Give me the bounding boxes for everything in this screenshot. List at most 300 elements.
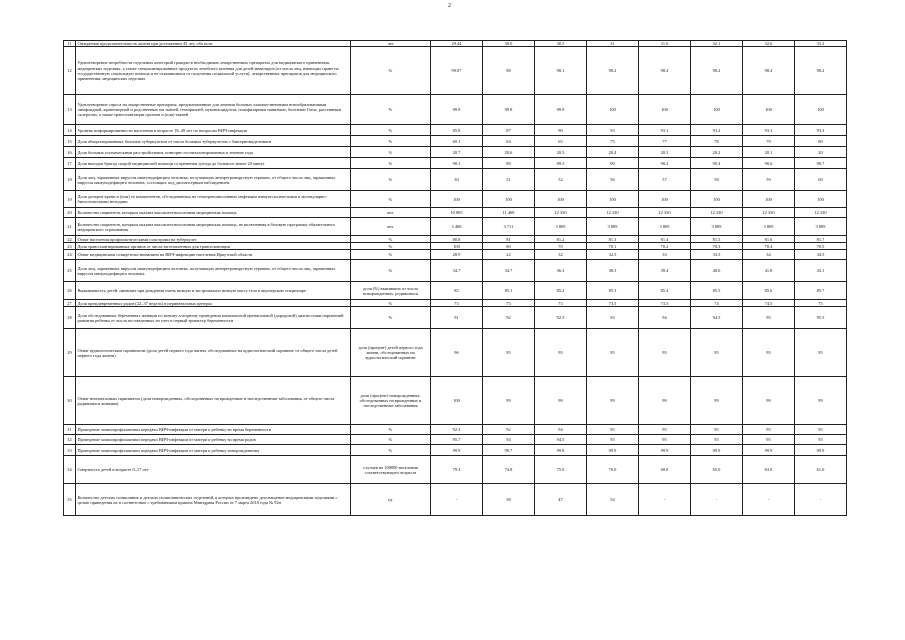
value-cell: 95 bbox=[691, 329, 743, 377]
unit-of-measure: % bbox=[351, 169, 431, 191]
table-row bbox=[64, 236, 847, 243]
value-cell: 41.8 bbox=[743, 260, 795, 282]
value-cell: 57 bbox=[639, 169, 691, 191]
row-number: 24 bbox=[64, 250, 76, 260]
table-row bbox=[64, 260, 847, 282]
value-cell: 89 bbox=[483, 158, 535, 169]
unit-of-measure: % bbox=[351, 243, 431, 250]
row-number: 21 bbox=[64, 218, 76, 236]
table-body bbox=[64, 41, 847, 516]
row-number: 17 bbox=[64, 158, 76, 169]
indicator-name: Удовлетворение потребности отдельных категорий граждан в необходимых лекарственных препаратах для медицинского применения, медицинских изделиях, а также специализированных продуктах лечебного питания для детей-инвалидов (от числа лиц, имеющих право на государственную социальную помощь и не отказавшихся от получения социальной услуги), лекарственных препаратов для медицинского применения, медицинских изделиях bbox=[76, 47, 351, 95]
value-cell: 100 bbox=[483, 191, 535, 208]
table-row bbox=[64, 300, 847, 307]
value-cell: 80 bbox=[483, 243, 535, 250]
value-cell: 100 bbox=[431, 377, 483, 425]
value-cell: 32.5 bbox=[587, 250, 639, 260]
value-cell: 3 809 bbox=[587, 218, 639, 236]
row-number: 27 bbox=[64, 300, 76, 307]
value-cell: - bbox=[691, 484, 743, 516]
value-cell: 70.3 bbox=[691, 243, 743, 250]
value-cell: 94 bbox=[535, 425, 587, 435]
value-cell: 98.2 bbox=[795, 47, 847, 95]
indicator-name: Доля лиц, зараженных вирусом иммунодефицита человека, получающих антиретровирусную терапию, от общего числа лиц, зараженных вирусом иммунодефицита человека, состоящих под диспансерным наблюдением bbox=[76, 169, 351, 191]
value-cell: 99 bbox=[795, 377, 847, 425]
value-cell: 93.1 bbox=[639, 125, 691, 136]
row-number: 29 bbox=[64, 329, 76, 377]
value-cell: 65 bbox=[535, 136, 587, 147]
value-cell: 32.1 bbox=[691, 41, 743, 47]
value-cell: 40.6 bbox=[691, 260, 743, 282]
table-row bbox=[64, 282, 847, 300]
value-cell: 74 bbox=[691, 300, 743, 307]
value-cell: 22 bbox=[483, 250, 535, 260]
value-cell: 52 bbox=[535, 169, 587, 191]
value-cell: 30.0 bbox=[483, 41, 535, 47]
value-cell: 75 bbox=[587, 136, 639, 147]
indicator-name: Смертность детей в возрасте 0–17 лет bbox=[76, 456, 351, 484]
value-cell: 99.9 bbox=[743, 445, 795, 456]
value-cell: 95 bbox=[691, 435, 743, 445]
value-cell: 81.5 bbox=[691, 236, 743, 243]
value-cell: 34 bbox=[743, 250, 795, 260]
value-cell: 99.9 bbox=[431, 95, 483, 125]
value-cell: 3 809 bbox=[691, 218, 743, 236]
indicator-name: Доля доноров крови и (или) ее компонентов, обследованных на гемотрансмиссивные инфекции иммунологическими и молекулярно-биологическими методами bbox=[76, 191, 351, 208]
table-row bbox=[64, 377, 847, 425]
indicator-name: Доля трансплантированных органов от числа заготовленных для трансплантации bbox=[76, 243, 351, 250]
value-cell: 99.9 bbox=[795, 445, 847, 456]
value-cell: 95 bbox=[743, 425, 795, 435]
row-number: 25 bbox=[64, 260, 76, 282]
value-cell: 73.5 bbox=[587, 300, 639, 307]
indicator-name: Охват населения профилактическими осмотрами на туберкулез bbox=[76, 236, 351, 243]
value-cell: 90.4 bbox=[691, 158, 743, 169]
value-cell: 70.0 bbox=[587, 456, 639, 484]
value-cell: 56 bbox=[587, 169, 639, 191]
value-cell: 95.7 bbox=[431, 435, 483, 445]
value-cell: 12 330 bbox=[639, 208, 691, 218]
value-cell: 94 bbox=[483, 435, 535, 445]
indicators-table bbox=[63, 40, 847, 516]
row-number: 35 bbox=[64, 484, 76, 516]
value-cell: 99 bbox=[535, 377, 587, 425]
value-cell: 95 bbox=[743, 307, 795, 329]
table-row bbox=[64, 307, 847, 329]
value-cell: 98 bbox=[483, 47, 535, 95]
table-row bbox=[64, 208, 847, 218]
row-number: 15 bbox=[64, 136, 76, 147]
value-cell: 100 bbox=[691, 191, 743, 208]
indicator-name: Доля выездов бригад скорой медицинской помощи со временем доезда до больного менее 20 минут bbox=[76, 158, 351, 169]
value-cell: 33.5 bbox=[691, 250, 743, 260]
value-cell: 77 bbox=[639, 136, 691, 147]
value-cell: 20.1 bbox=[743, 147, 795, 158]
row-number: 16 bbox=[64, 147, 76, 158]
row-number: 11 bbox=[64, 41, 76, 47]
value-cell: 81.2 bbox=[535, 236, 587, 243]
value-cell: 34.7 bbox=[431, 260, 483, 282]
value-cell: 93.3 bbox=[743, 125, 795, 136]
row-number: 32 bbox=[64, 435, 76, 445]
unit-of-measure: % bbox=[351, 158, 431, 169]
value-cell: 58 bbox=[691, 169, 743, 191]
indicator-name: Уровень информированности населения в возрасте 18–49 лет по вопросам ВИЧ-инфекции bbox=[76, 125, 351, 136]
value-cell: 95 bbox=[691, 425, 743, 435]
value-cell: 29.44 bbox=[431, 41, 483, 47]
value-cell: 64 bbox=[483, 136, 535, 147]
value-cell: 31 bbox=[587, 41, 639, 47]
value-cell: 96 bbox=[431, 329, 483, 377]
value-cell: - bbox=[639, 484, 691, 516]
value-cell: 90 bbox=[535, 125, 587, 136]
row-number: 33 bbox=[64, 445, 76, 456]
value-cell: 95.5 bbox=[795, 307, 847, 329]
value-cell: 74.8 bbox=[483, 456, 535, 484]
row-number: 26 bbox=[64, 282, 76, 300]
value-cell: 47 bbox=[535, 484, 587, 516]
value-cell: 75 bbox=[795, 300, 847, 307]
value-cell: 99.8 bbox=[535, 445, 587, 456]
value-cell: 85.3 bbox=[587, 282, 639, 300]
value-cell: 11 468 bbox=[483, 208, 535, 218]
value-cell: 99.8 bbox=[483, 95, 535, 125]
value-cell: 30.5 bbox=[535, 41, 587, 47]
value-cell: 10 005 bbox=[431, 208, 483, 218]
value-cell: 98.2 bbox=[639, 47, 691, 95]
value-cell: 95 bbox=[587, 425, 639, 435]
indicator-name: Выживаемость детей, имевших при рождении очень низкую и экстремально низкую массу тела в акушерском стационаре bbox=[76, 282, 351, 300]
value-cell: 70.2 bbox=[639, 243, 691, 250]
value-cell: 85.6 bbox=[743, 282, 795, 300]
value-cell: 33 bbox=[639, 250, 691, 260]
value-cell: 20.6 bbox=[483, 147, 535, 158]
value-cell: 28.9 bbox=[431, 250, 483, 260]
value-cell: 93.3 bbox=[795, 125, 847, 136]
value-cell: 100 bbox=[535, 191, 587, 208]
value-cell: 94 bbox=[639, 307, 691, 329]
value-cell: 99 bbox=[483, 377, 535, 425]
value-cell: 85.7 bbox=[795, 282, 847, 300]
unit-of-measure: случаев на 100000 населения соответствующего возраста bbox=[351, 456, 431, 484]
value-cell: 85 bbox=[431, 282, 483, 300]
value-cell: 85.2 bbox=[535, 282, 587, 300]
value-cell: 79.3 bbox=[431, 456, 483, 484]
value-cell: 99.9 bbox=[691, 445, 743, 456]
value-cell: 34.7 bbox=[483, 260, 535, 282]
unit-of-measure: доля (%) выживших от числа новорожденных, родившихся bbox=[351, 282, 431, 300]
indicator-name: Количество пациентов, которым оказана высокотехнологичная медицинская помощь, не включенная в базовую программу обязательного медицинского страхования bbox=[76, 218, 351, 236]
value-cell: 85.5 bbox=[691, 282, 743, 300]
value-cell: 99.7 bbox=[483, 445, 535, 456]
unit-of-measure: % bbox=[351, 300, 431, 307]
row-number: 20 bbox=[64, 208, 76, 218]
value-cell: 92.3 bbox=[431, 425, 483, 435]
unit-of-measure: чел. bbox=[351, 218, 431, 236]
indicator-name: Проведение химиопрофилактики передачи ВИЧ-инфекции от матери к ребенку во время беременности bbox=[76, 425, 351, 435]
value-cell: 95 bbox=[535, 329, 587, 377]
value-cell: 81 bbox=[483, 236, 535, 243]
unit-of-measure: % bbox=[351, 95, 431, 125]
value-cell: 100 bbox=[587, 95, 639, 125]
value-cell: 12 330 bbox=[795, 208, 847, 218]
value-cell: 70.1 bbox=[587, 243, 639, 250]
indicator-name: Доля обследованных беременных женщин по новому алгоритму проведения комплексной пренатальной (дородовой) диагностики нарушений развития ребенка от числа поставленных на учет в первый триместр беременности bbox=[76, 307, 351, 329]
value-cell: 90.1 bbox=[431, 158, 483, 169]
value-cell: 95 bbox=[483, 329, 535, 377]
value-cell: 32 bbox=[535, 250, 587, 260]
unit-of-measure: % bbox=[351, 260, 431, 282]
row-number: 18 bbox=[64, 169, 76, 191]
value-cell: 98.1 bbox=[535, 47, 587, 95]
table-row bbox=[64, 158, 847, 169]
unit-of-measure: % bbox=[351, 125, 431, 136]
value-cell: 70.4 bbox=[743, 243, 795, 250]
unit-of-measure: % bbox=[351, 435, 431, 445]
value-cell: 3 711 bbox=[483, 218, 535, 236]
value-cell: 90.7 bbox=[795, 158, 847, 169]
value-cell: 38 bbox=[483, 484, 535, 516]
unit-of-measure: лет bbox=[351, 41, 431, 47]
indicator-name: Количество детских поликлиник и детских поликлинических отделений, в которых произведено дооснащение медицинскими изделиями с целью приведения их в соответствие с требованиями приказа Минздрава России от 7 марта 2018 года № 92н bbox=[76, 484, 351, 516]
value-cell: 94.5 bbox=[691, 307, 743, 329]
value-cell: 81.4 bbox=[639, 236, 691, 243]
unit-of-measure: ед. bbox=[351, 484, 431, 516]
value-cell: 32.6 bbox=[743, 41, 795, 47]
value-cell: 100 bbox=[743, 95, 795, 125]
value-cell: 3 809 bbox=[639, 218, 691, 236]
value-cell: 73 bbox=[431, 300, 483, 307]
unit-of-measure: % bbox=[351, 425, 431, 435]
value-cell: 38.3 bbox=[587, 260, 639, 282]
value-cell: 3 809 bbox=[535, 218, 587, 236]
value-cell: 75.0 bbox=[535, 456, 587, 484]
value-cell: 95 bbox=[795, 425, 847, 435]
value-cell: 92 bbox=[483, 307, 535, 329]
value-cell: 33.2 bbox=[795, 41, 847, 47]
value-cell: 81.3 bbox=[587, 236, 639, 243]
value-cell: 80.8 bbox=[431, 236, 483, 243]
row-number: 14 bbox=[64, 125, 76, 136]
value-cell: 93.2 bbox=[691, 125, 743, 136]
value-cell: 12 330 bbox=[691, 208, 743, 218]
value-cell: 3 809 bbox=[743, 218, 795, 236]
row-number: 12 bbox=[64, 47, 76, 95]
indicator-name: Доля лиц, зараженных вирусом иммунодефицита человека, получающих антиретровирусную терапию, от общего числа лиц, зараженных вирусом иммунодефицита человека bbox=[76, 260, 351, 282]
table-row bbox=[64, 147, 847, 158]
value-cell: 95 bbox=[639, 425, 691, 435]
value-cell: 12 330 bbox=[535, 208, 587, 218]
value-cell: 20.7 bbox=[431, 147, 483, 158]
indicator-name: Проведение химиопрофилактики передачи ВИЧ-инфекции от матери к ребенку во время родов bbox=[76, 435, 351, 445]
value-cell: 95 bbox=[587, 435, 639, 445]
value-cell: 100 bbox=[743, 191, 795, 208]
table-row bbox=[64, 47, 847, 95]
value-cell: 34.5 bbox=[795, 250, 847, 260]
value-cell: 81.7 bbox=[795, 236, 847, 243]
page-number: 2 bbox=[448, 3, 451, 9]
table-row bbox=[64, 243, 847, 250]
value-cell: 95 bbox=[795, 435, 847, 445]
value-cell: 68.0 bbox=[639, 456, 691, 484]
value-cell: 87 bbox=[483, 125, 535, 136]
value-cell: 94.5 bbox=[535, 435, 587, 445]
unit-of-measure: % bbox=[351, 191, 431, 208]
value-cell: 95 bbox=[639, 435, 691, 445]
table-row bbox=[64, 136, 847, 147]
value-cell: 91 bbox=[431, 307, 483, 329]
row-number: 22 bbox=[64, 236, 76, 243]
value-cell: 98.2 bbox=[743, 47, 795, 95]
row-number: 31 bbox=[64, 425, 76, 435]
value-cell: 98.2 bbox=[691, 47, 743, 95]
value-cell: 95 bbox=[743, 329, 795, 377]
value-cell: 99 bbox=[639, 377, 691, 425]
value-cell: 74.5 bbox=[743, 300, 795, 307]
table-row bbox=[64, 169, 847, 191]
value-cell: 31.6 bbox=[639, 41, 691, 47]
table-row bbox=[64, 435, 847, 445]
value-cell: 100 bbox=[431, 191, 483, 208]
value-cell: 85.1 bbox=[483, 282, 535, 300]
table-row bbox=[64, 191, 847, 208]
value-cell: 90.2 bbox=[639, 158, 691, 169]
value-cell: 12 330 bbox=[587, 208, 639, 218]
value-cell: 99.9 bbox=[587, 445, 639, 456]
value-cell: 20 bbox=[795, 147, 847, 158]
value-cell: 100 bbox=[795, 191, 847, 208]
unit-of-measure: % bbox=[351, 136, 431, 147]
value-cell: 95 bbox=[587, 329, 639, 377]
value-cell: 59 bbox=[743, 169, 795, 191]
value-cell: 43.1 bbox=[795, 260, 847, 282]
table-row bbox=[64, 425, 847, 435]
value-cell: 85.8 bbox=[431, 125, 483, 136]
value-cell: 100 bbox=[587, 191, 639, 208]
value-cell: 73 bbox=[535, 300, 587, 307]
value-cell: 70.5 bbox=[795, 243, 847, 250]
table-row bbox=[64, 456, 847, 484]
value-cell: 80 bbox=[795, 136, 847, 147]
table-row bbox=[64, 250, 847, 260]
value-cell: 99.07 bbox=[431, 47, 483, 95]
indicator-name: Количество пациентов, которым оказана высокотехнологичная медицинская помощь bbox=[76, 208, 351, 218]
row-number: 30 bbox=[64, 377, 76, 425]
unit-of-measure: % bbox=[351, 445, 431, 456]
value-cell: 90.6 bbox=[743, 158, 795, 169]
value-cell: - bbox=[795, 484, 847, 516]
value-cell: 100 bbox=[639, 95, 691, 125]
value-cell: 20.2 bbox=[691, 147, 743, 158]
value-cell: 99.9 bbox=[535, 95, 587, 125]
value-cell: 30 bbox=[431, 169, 483, 191]
row-number: 23 bbox=[64, 243, 76, 250]
value-cell: - bbox=[431, 484, 483, 516]
value-cell: 98.2 bbox=[587, 47, 639, 95]
unit-of-measure: доля (процент) новорожденных, обследованных на врожденные и наследственные заболевания bbox=[351, 377, 431, 425]
table-row bbox=[64, 95, 847, 125]
value-cell: 99.9 bbox=[431, 445, 483, 456]
value-cell: 60 bbox=[795, 169, 847, 191]
value-cell: 79 bbox=[743, 136, 795, 147]
value-cell: 20.4 bbox=[587, 147, 639, 158]
value-cell: 95 bbox=[639, 329, 691, 377]
value-cell: 54 bbox=[587, 484, 639, 516]
table-row bbox=[64, 218, 847, 236]
unit-of-measure: % bbox=[351, 236, 431, 243]
value-cell: 73 bbox=[483, 300, 535, 307]
value-cell: 20.3 bbox=[639, 147, 691, 158]
value-cell: 99 bbox=[743, 377, 795, 425]
value-cell: 36.3 bbox=[535, 260, 587, 282]
table-row bbox=[64, 125, 847, 136]
indicator-name: Охват неонатальным скринингом (доля новорожденных, обследованных на врожденные и наследственные заболевания, от общего числа родившихся живыми) bbox=[76, 377, 351, 425]
value-cell: 78 bbox=[691, 136, 743, 147]
value-cell: 93 bbox=[587, 125, 639, 136]
indicator-name: Охват медицинским освидетельствованием на ВИЧ-инфекцию населения Иркутской области bbox=[76, 250, 351, 260]
value-cell: 81.6 bbox=[743, 236, 795, 243]
value-cell: 95 bbox=[743, 435, 795, 445]
value-cell: 99 bbox=[587, 377, 639, 425]
unit-of-measure: % bbox=[351, 47, 431, 95]
value-cell: 100 bbox=[691, 95, 743, 125]
value-cell: 90 bbox=[587, 158, 639, 169]
value-cell: 65.0 bbox=[691, 456, 743, 484]
row-number: 34 bbox=[64, 456, 76, 484]
value-cell: 100 bbox=[639, 191, 691, 208]
value-cell: 73.5 bbox=[639, 300, 691, 307]
value-cell: 3 468 bbox=[431, 218, 483, 236]
unit-of-measure: % bbox=[351, 307, 431, 329]
value-cell: 99 bbox=[691, 377, 743, 425]
value-cell: 20.5 bbox=[535, 147, 587, 158]
value-cell: 63.0 bbox=[743, 456, 795, 484]
unit-of-measure: % bbox=[351, 147, 431, 158]
value-cell: 39.4 bbox=[639, 260, 691, 282]
unit-of-measure: % bbox=[351, 250, 431, 260]
row-number: 28 bbox=[64, 307, 76, 329]
row-number: 13 bbox=[64, 95, 76, 125]
value-cell: 100 bbox=[431, 243, 483, 250]
value-cell: - bbox=[743, 484, 795, 516]
value-cell: 85.4 bbox=[639, 282, 691, 300]
value-cell: 60.1 bbox=[431, 136, 483, 147]
unit-of-measure: чел. bbox=[351, 208, 431, 218]
value-cell: 95 bbox=[795, 329, 847, 377]
indicator-name: Охват аудиологическим скринингом (доля детей первого года жизни, обследованных на аудиологический скрининг, от общего числа детей первого года жизни) bbox=[76, 329, 351, 377]
value-cell: 61.0 bbox=[795, 456, 847, 484]
value-cell: 3 809 bbox=[795, 218, 847, 236]
indicator-name: Удовлетворение спроса на лекарственные препараты, предназначенные для лечения больных злокачественными новообразованиями лимфоидной, кроветворной и родственных им тканей, гемофилией, муковисцидозом, гипофизарным нанизмом, болезнью Гоше, рассеянным склерозом, а также трансплантации органов и (или) тканей bbox=[76, 95, 351, 125]
table-row bbox=[64, 484, 847, 516]
unit-of-measure: доля (процент) детей первого года жизни, обследованных на аудиологический скрининг bbox=[351, 329, 431, 377]
value-cell: 100 bbox=[795, 95, 847, 125]
table-row bbox=[64, 445, 847, 456]
indicator-name: Проведение химиопрофилактики передачи ВИЧ-инфекции от матери к ребенку новорожденному bbox=[76, 445, 351, 456]
row-number: 19 bbox=[64, 191, 76, 208]
indicator-name: Ожидаемая продолжительность жизни при достижении 45 лет, оба пола bbox=[76, 41, 351, 47]
indicator-name: Доля больных психическими расстройствами, повторно госпитализированных в течение года bbox=[76, 147, 351, 158]
value-cell: 70 bbox=[535, 243, 587, 250]
value-cell: 12 330 bbox=[743, 208, 795, 218]
indicator-name: Доля преждевременных родов (22–37 недель) в перинатальных центрах bbox=[76, 300, 351, 307]
value-cell: 51 bbox=[483, 169, 535, 191]
value-cell: 93 bbox=[587, 307, 639, 329]
table-row bbox=[64, 329, 847, 377]
indicator-name: Доля абациллированных больных туберкулезом от числа больных туберкулезом с бактериовыделением bbox=[76, 136, 351, 147]
value-cell: 99.9 bbox=[639, 445, 691, 456]
value-cell: 92.5 bbox=[535, 307, 587, 329]
